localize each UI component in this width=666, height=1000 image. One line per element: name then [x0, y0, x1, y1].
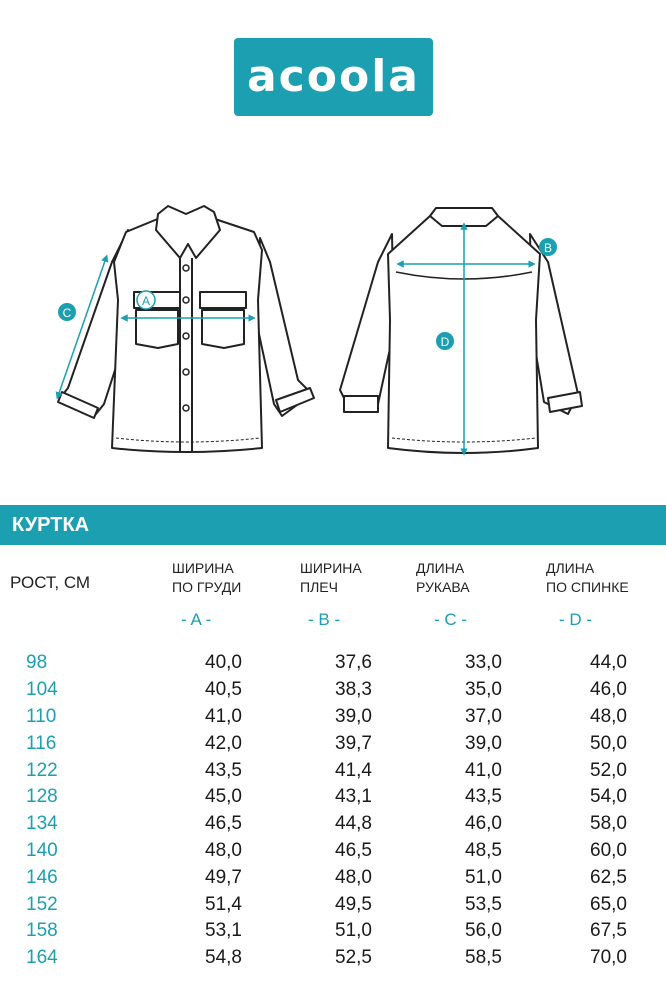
back-length-cell: 50,0: [590, 732, 627, 754]
column-header-chest-width: [172, 559, 241, 597]
sleeve-length-cell: 33,0: [465, 652, 502, 674]
sleeve-length-cell: 58,5: [465, 947, 502, 969]
chest-width-cell: 43,5: [205, 759, 242, 781]
chest-width-cell: 51,4: [205, 893, 242, 915]
back-length-cell: 65,0: [590, 893, 627, 915]
table-row: [0, 811, 627, 838]
jacket-front-view: [58, 206, 314, 452]
back-length-cell: 67,5: [590, 920, 627, 942]
table-row: [0, 730, 627, 757]
height-cell: 98: [26, 652, 48, 674]
table-row: [0, 784, 627, 811]
shoulder-width-cell: 52,5: [335, 947, 372, 969]
marker-c: [58, 303, 76, 321]
marker-a: [137, 291, 155, 309]
column-code-b: - B -: [308, 610, 341, 629]
back-length-cell: 58,0: [590, 813, 627, 835]
sleeve-length-cell: 37,0: [465, 705, 502, 727]
column-code-a: - A -: [181, 610, 212, 629]
marker-b-label: B: [543, 241, 553, 255]
back-length-cell: 62,5: [590, 866, 627, 888]
shoulder-width-cell: 43,1: [335, 786, 372, 808]
back-length-cell: 46,0: [590, 679, 627, 701]
chest-width-cell: 40,0: [205, 652, 242, 674]
column-header-line1: ШИРИНА: [300, 560, 362, 576]
height-cell: 152: [26, 893, 58, 915]
marker-b: [539, 238, 557, 256]
shoulder-width-cell: 39,0: [335, 705, 372, 727]
marker-d: [436, 332, 454, 350]
column-header-line1: ДЛИНА: [546, 560, 595, 576]
height-cell: 104: [26, 679, 58, 701]
shoulder-width-cell: 38,3: [335, 679, 372, 701]
row-header: РОСТ, СМ: [10, 573, 91, 592]
logo-text: acoola: [246, 51, 420, 102]
height-cell: 146: [26, 866, 58, 888]
table-row: [0, 918, 627, 945]
jacket-illustration: [0, 190, 666, 470]
column-header-line1: ДЛИНА: [416, 560, 465, 576]
column-code-c: - C -: [434, 610, 468, 629]
column-code-d: - D -: [559, 610, 593, 629]
table-row: [0, 891, 627, 918]
chest-width-cell: 54,8: [205, 947, 242, 969]
table-row: [0, 677, 627, 704]
section-banner: [0, 505, 666, 545]
height-cell: 122: [26, 759, 58, 781]
height-cell: 158: [26, 920, 58, 942]
height-cell: 116: [26, 732, 57, 754]
table-row: [0, 945, 627, 972]
table-row: [0, 838, 627, 865]
back-length-cell: 60,0: [590, 839, 627, 861]
marker-a-label: A: [141, 294, 151, 308]
height-cell: 128: [26, 786, 58, 808]
table-row: [0, 757, 627, 784]
sleeve-length-cell: 53,5: [465, 893, 502, 915]
column-header-line2: ПЛЕЧ: [300, 579, 338, 595]
shoulder-width-cell: 48,0: [335, 866, 372, 888]
table-row: [0, 704, 627, 731]
chest-width-cell: 48,0: [205, 839, 242, 861]
shoulder-width-cell: 37,6: [335, 652, 372, 674]
height-cell: 134: [26, 813, 58, 835]
table-row: [0, 650, 627, 677]
back-length-cell: 44,0: [590, 652, 627, 674]
height-cell: 140: [26, 839, 58, 861]
shoulder-width-cell: 46,5: [335, 839, 372, 861]
shoulder-width-cell: 41,4: [335, 759, 372, 781]
section-title: КУРТКА: [12, 514, 90, 536]
sleeve-length-cell: 46,0: [465, 813, 502, 835]
marker-d-label: D: [440, 335, 450, 349]
column-header-line2: ПО ГРУДИ: [172, 579, 242, 595]
height-cell: 110: [26, 705, 57, 727]
column-header-line2: ПО СПИНКЕ: [546, 579, 629, 595]
sleeve-length-cell: 39,0: [465, 732, 502, 754]
shoulder-width-cell: 51,0: [335, 920, 372, 942]
back-length-cell: 54,0: [590, 786, 627, 808]
column-header-sleeve-length: [416, 559, 470, 597]
brand-logo: [234, 38, 433, 116]
back-length-cell: 70,0: [590, 947, 627, 969]
table-row: [0, 864, 627, 891]
sleeve-length-cell: 56,0: [465, 920, 502, 942]
back-length-cell: 52,0: [590, 759, 627, 781]
shoulder-width-cell: 49,5: [335, 893, 372, 915]
column-header-line1: ШИРИНА: [172, 560, 234, 576]
chest-width-cell: 45,0: [205, 786, 242, 808]
chest-width-cell: 53,1: [205, 920, 242, 942]
sleeve-length-cell: 43,5: [465, 786, 502, 808]
chest-width-cell: 41,0: [205, 705, 242, 727]
sleeve-length-cell: 41,0: [465, 759, 502, 781]
chest-width-cell: 42,0: [205, 732, 242, 754]
chest-width-cell: 40,5: [205, 679, 242, 701]
column-header-line2: РУКАВА: [416, 579, 470, 595]
chest-width-cell: 49,7: [205, 866, 242, 888]
shoulder-width-cell: 39,7: [335, 732, 372, 754]
column-header-back-length: [546, 559, 629, 597]
chest-width-cell: 46,5: [205, 813, 242, 835]
height-cell: 164: [26, 947, 58, 969]
sleeve-length-cell: 35,0: [465, 679, 502, 701]
column-header-shoulder-width: [300, 559, 362, 597]
back-length-cell: 48,0: [590, 705, 627, 727]
shoulder-width-cell: 44,8: [335, 813, 372, 835]
size-table: [0, 650, 627, 972]
sleeve-length-cell: 48,5: [465, 839, 502, 861]
marker-c-label: C: [62, 306, 72, 320]
sleeve-length-cell: 51,0: [465, 866, 502, 888]
